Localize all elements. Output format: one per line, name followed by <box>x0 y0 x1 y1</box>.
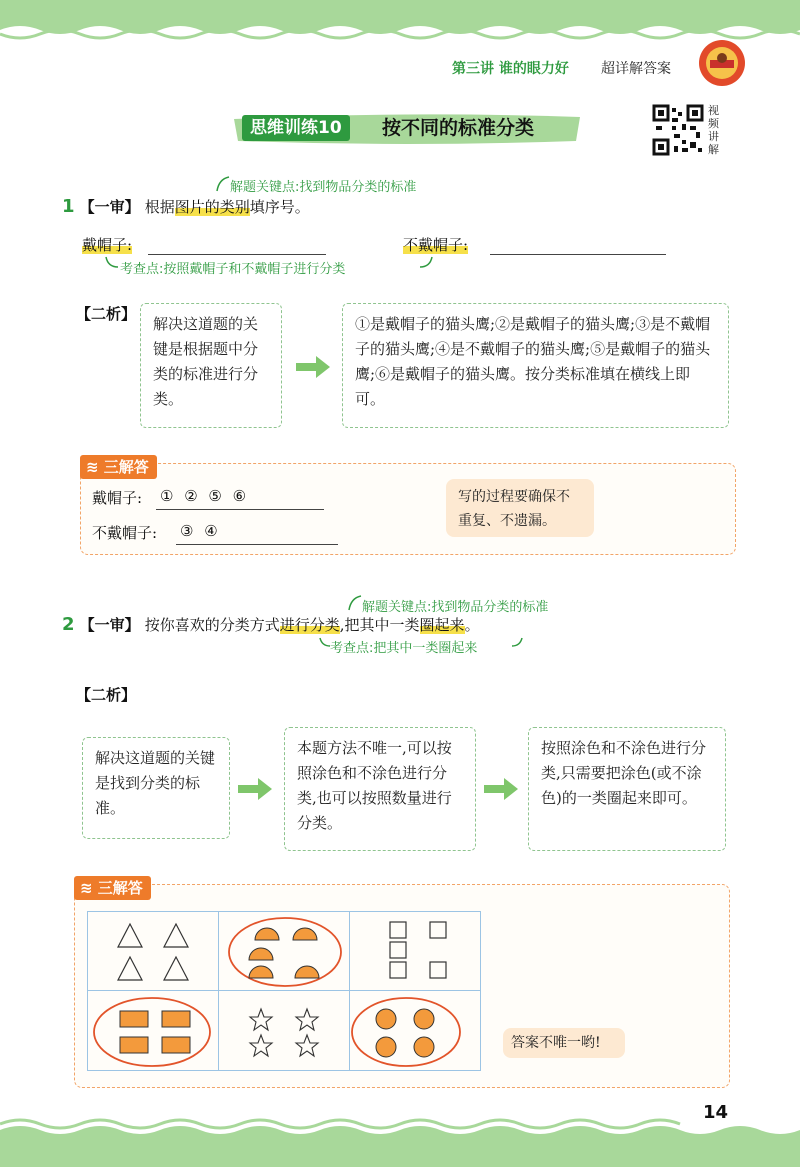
arrow-right-icon <box>296 356 330 378</box>
circle-group-icon <box>350 991 482 1072</box>
q1-text-highlight: 图片的类别 <box>174 198 250 216</box>
q2-text-highlight-1: 进行分类 <box>279 616 340 634</box>
q2-analysis-box-1: 解决这道题的关键是找到分类的标准。 <box>82 737 230 839</box>
callout-curve-icon <box>347 594 363 612</box>
q1-prompt <box>62 196 310 217</box>
q1-answer-wear-line <box>156 509 324 510</box>
section-heading: 按不同的标准分类 <box>382 117 535 139</box>
q1-answer-wear-values: ① ② ⑤ ⑥ <box>160 487 250 505</box>
q1-answer-nowear-line <box>176 544 338 545</box>
q2-prompt <box>62 614 480 635</box>
q1-answer-nowear-label: 不戴帽子: <box>92 524 158 542</box>
grid-cell-stars <box>218 990 350 1071</box>
q2-analysis-box-3: 按照涂色和不涂色进行分类,只需要把涂色(或不涂色)的一类圈起来即可。 <box>528 727 726 851</box>
q2-answer-badge: ≋ 三解答 <box>74 876 151 900</box>
q1-label-nowear: 不戴帽子: <box>403 236 469 254</box>
q2-exam-point: 考查点:把其中一类圈起来 <box>330 641 478 656</box>
bottom-wave-border <box>0 1110 800 1167</box>
q1-step-tag: 【一审】 <box>79 198 140 216</box>
qr-code-icon[interactable] <box>652 104 704 156</box>
q1-analysis-tag: 【二析】 <box>76 305 137 323</box>
qr-caption: 视频讲解 <box>708 104 719 156</box>
q2-analysis-box-2: 本题方法不唯一,可以按照涂色和不涂色进行分类,也可以按照数量进行分类。 <box>284 727 476 851</box>
training-number-pill: 思维训练10 <box>242 115 350 141</box>
arrow-right-icon <box>484 778 518 800</box>
q1-blank-nowear[interactable] <box>490 254 666 255</box>
q1-tip: 写的过程要确保不重复、不遗漏。 <box>446 479 594 537</box>
q2-text-before: 按你喜欢的分类方式 <box>144 616 280 634</box>
q2-step-tag: 【一审】 <box>79 616 140 634</box>
brand-logo-icon <box>697 38 747 88</box>
q1-number: 1 <box>62 196 75 217</box>
grid-cell-rectangles <box>87 990 219 1071</box>
q1-text-after: 填序号。 <box>249 198 310 216</box>
shapes-grid <box>87 911 481 1071</box>
q1-answer-nowear-values: ③ ④ <box>180 522 221 540</box>
q2-analysis-tag: 【二析】 <box>76 686 137 704</box>
arrow-right-icon <box>238 778 272 800</box>
q2-key-point: 解题关键点:找到物品分类的标准 <box>362 600 549 615</box>
answer-tag: 超详解答案 <box>601 61 671 77</box>
q2-text-after: 。 <box>464 616 480 634</box>
q1-exam-point: 考查点:按照戴帽子和不戴帽子进行分类 <box>120 262 346 277</box>
q1-text-before: 根据 <box>144 198 175 216</box>
square-group-icon <box>350 912 482 992</box>
chapter-title: 第三讲 谁的眼力好 <box>452 61 569 77</box>
page-number: 14 <box>703 1102 729 1123</box>
q1-answer-wear-label: 戴帽子: <box>92 489 143 507</box>
grid-cell-semicircles <box>218 911 350 991</box>
q1-key-point: 解题关键点:找到物品分类的标准 <box>230 180 417 195</box>
triangle-group-icon <box>88 912 220 992</box>
grid-cell-triangles <box>87 911 219 991</box>
q1-analysis-left: 解决这道题的关键是根据题中分类的标准进行分类。 <box>140 303 282 428</box>
top-wave-border <box>0 0 800 60</box>
q2-number: 2 <box>62 614 75 635</box>
q2-text-highlight-2: 圈起来 <box>419 616 465 634</box>
grid-cell-circles <box>349 990 481 1071</box>
section-title <box>232 113 582 145</box>
q1-analysis-right: ①是戴帽子的猫头鹰;②是戴帽子的猫头鹰;③是不戴帽子的猫头鹰;④是不戴帽子的猫头鹰;⑤是戴帽子的猫头鹰;⑥是戴帽子的猫头鹰。按分类标准填在横线上即可。 <box>342 303 729 428</box>
rectangle-group-icon <box>88 991 220 1072</box>
q2-text-middle: ,把其中一类 <box>339 616 420 634</box>
grid-cell-squares <box>349 911 481 991</box>
star-group-icon <box>219 991 351 1072</box>
q1-answer-badge: ≋ 三解答 <box>80 455 157 479</box>
callout-curve-icon <box>215 175 231 193</box>
q1-label-wear: 戴帽子: <box>82 236 133 254</box>
q2-tip: 答案不唯一哟! <box>503 1028 625 1058</box>
semicircle-group-icon <box>219 912 351 992</box>
